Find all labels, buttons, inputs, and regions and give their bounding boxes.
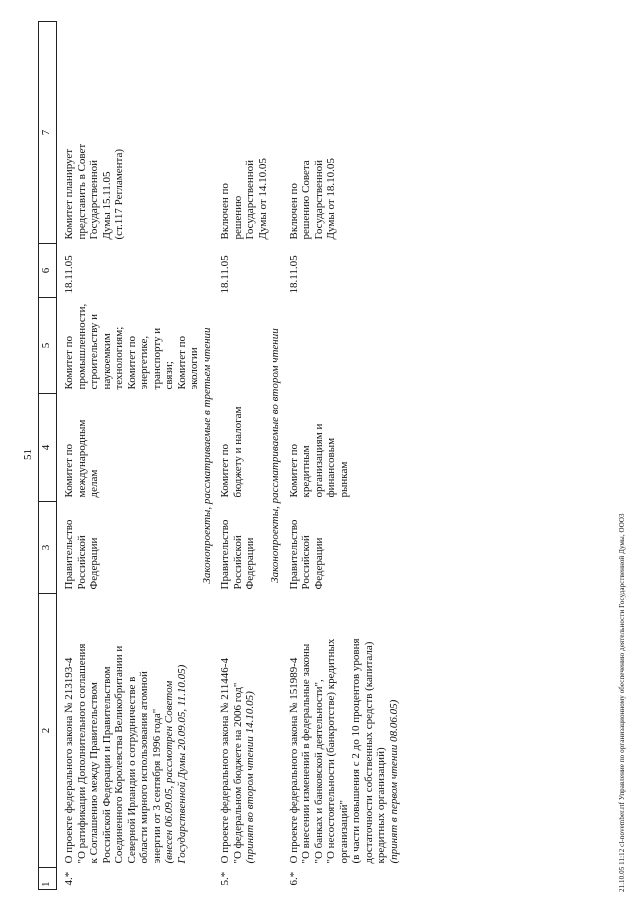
- text-line: экологии: [188, 347, 200, 390]
- table-row: [282, 22, 401, 890]
- text-line: наукоемким: [100, 333, 113, 390]
- remark: [282, 22, 401, 244]
- initiator: [57, 502, 201, 594]
- co-executor-committees: [282, 298, 401, 394]
- col-header-1: 1: [39, 868, 57, 890]
- column-number-header: [39, 22, 57, 890]
- responsible-committee: [282, 394, 401, 502]
- text-line: кредитным: [300, 445, 312, 498]
- col-header-3: 3: [39, 502, 57, 594]
- text-line: Комитет по: [63, 443, 75, 498]
- text-line: Комитет по: [175, 335, 188, 390]
- text-line: кредитных организаций): [375, 747, 387, 864]
- review-date: 18.11.05: [219, 255, 231, 294]
- co-executor-committees: [57, 298, 201, 394]
- agenda-table: [38, 21, 400, 890]
- bill-title: [213, 594, 269, 868]
- text-line: достаточности собственных средств (капитала): [362, 641, 375, 864]
- col-header-2: 2: [39, 594, 57, 868]
- item-number: 4.*: [63, 871, 75, 886]
- text-line: Российской: [300, 535, 312, 590]
- co-executor-committees: [213, 298, 269, 394]
- text-line: решению: [231, 195, 244, 240]
- text-line: Правительство: [287, 519, 300, 590]
- text-line: к Соглашению между Правительством: [88, 682, 100, 864]
- text-line: (в части повышения с 2 до 10 процентов уровня: [350, 638, 362, 864]
- bill-title: [57, 594, 201, 868]
- text-line: Российской: [231, 535, 244, 590]
- text-line: О проекте федерального закона № 213193-4: [63, 657, 75, 864]
- text-line: Правительство: [219, 519, 231, 590]
- page-number: 51: [22, 449, 34, 460]
- text-line: Включен по: [287, 183, 300, 240]
- text-line: Думы от 14.10.05: [256, 158, 269, 240]
- text-line: Соединенного Королевства Великобритании и: [113, 645, 125, 864]
- text-line: (внесен 06.09.05, рассмотрен Советом: [163, 680, 175, 864]
- text-line: финансовым: [325, 437, 337, 498]
- review-date: 18.11.05: [63, 255, 75, 294]
- text-line: решению Совета: [300, 160, 312, 240]
- text-line: "О несостоятельности (банкротстве) кредитных: [325, 638, 337, 864]
- text-line: международным: [75, 419, 88, 498]
- section-heading: Законопроекты, рассматриваемые во втором чтении: [269, 328, 281, 583]
- text-line: (ст.117 Регламента): [113, 148, 125, 240]
- text-line: строительству и: [88, 313, 100, 390]
- bill-title: [282, 594, 401, 868]
- text-line: Федерации: [244, 537, 256, 590]
- section-heading-row: [201, 22, 214, 890]
- text-line: рынкам: [337, 461, 350, 498]
- text-line: представить в Совет: [75, 143, 88, 240]
- text-line: области мирного использования атомной: [138, 671, 150, 864]
- text-line: Думы от 18.10.05: [325, 158, 337, 240]
- text-line: "О банках и банковской деятельности",: [312, 679, 325, 864]
- table-row: [57, 22, 201, 890]
- text-line: организациям и: [312, 423, 325, 498]
- text-line: энергетике,: [138, 335, 150, 390]
- col-header-5: 5: [39, 298, 57, 394]
- text-line: Комитет планирует: [63, 148, 75, 240]
- text-line: Государственной: [88, 159, 100, 240]
- text-line: О проекте федерального закона № 211446-4: [219, 658, 231, 864]
- text-line: (принят во втором чтении 14.10.05): [244, 691, 256, 864]
- col-header-4: 4: [39, 394, 57, 502]
- responsible-committee: [213, 394, 269, 502]
- remark: [213, 22, 269, 244]
- text-line: энергии от 3 сентября 1996 года": [150, 708, 163, 864]
- item-number: 6.*: [287, 871, 300, 886]
- section-heading: Законопроекты, рассматриваемые в третьем чтении: [200, 327, 213, 584]
- col-header-7: 7: [39, 22, 57, 244]
- text-line: промышленности,: [75, 303, 88, 390]
- text-line: Включен по: [219, 183, 231, 240]
- text-line: Государственной: [244, 159, 256, 240]
- text-line: Северной Ирландии о сотрудничестве в: [125, 676, 138, 864]
- text-line: О проекте федерального закона № 151989-4: [287, 657, 300, 864]
- text-line: Государственной: [312, 159, 325, 240]
- section-heading-row: [269, 22, 282, 890]
- text-line: "О внесении изменений в федеральные законы: [300, 643, 312, 864]
- text-line: Федерации: [312, 537, 325, 590]
- text-line: "О федеральном бюджете на 2006 год": [231, 682, 244, 864]
- text-line: Комитет по: [63, 335, 75, 390]
- text-line: (принят в первом чтении 08.06.05): [387, 699, 400, 864]
- text-line: Правительство: [63, 519, 75, 590]
- text-line: Комитет по: [125, 335, 138, 390]
- text-line: делам: [88, 469, 100, 498]
- text-line: организаций": [337, 799, 350, 864]
- text-line: Государственной Думы 20.09.05, 11.10.05): [175, 664, 188, 864]
- col-header-6: 6: [39, 244, 57, 298]
- text-line: транспорту и: [150, 327, 163, 390]
- footer-note: 21.10.05 11:12 cl-november.rtf Управление по организационному обеспечению деятельности Государственной Думы, ООО3: [618, 513, 626, 892]
- text-line: бюджету и налогам: [231, 406, 244, 498]
- initiator: [213, 502, 269, 594]
- text-line: Думы 15.11.05: [100, 171, 113, 240]
- text-line: технологиям;: [113, 326, 125, 390]
- text-line: связи;: [163, 361, 175, 390]
- text-line: Федерации: [88, 537, 100, 590]
- item-number: 5.*: [219, 871, 231, 886]
- text-line: Российской: [75, 535, 88, 590]
- text-line: Российской Федерации и Правительством: [100, 666, 113, 864]
- initiator: [282, 502, 401, 594]
- review-date: 18.11.05: [287, 255, 300, 294]
- text-line: "О ратификации Дополнительного соглашения: [75, 643, 88, 864]
- table-row: [213, 22, 269, 890]
- text-line: Комитет по: [219, 443, 231, 498]
- remark: [57, 22, 201, 244]
- responsible-committee: [57, 394, 201, 502]
- text-line: Комитет по: [287, 443, 300, 498]
